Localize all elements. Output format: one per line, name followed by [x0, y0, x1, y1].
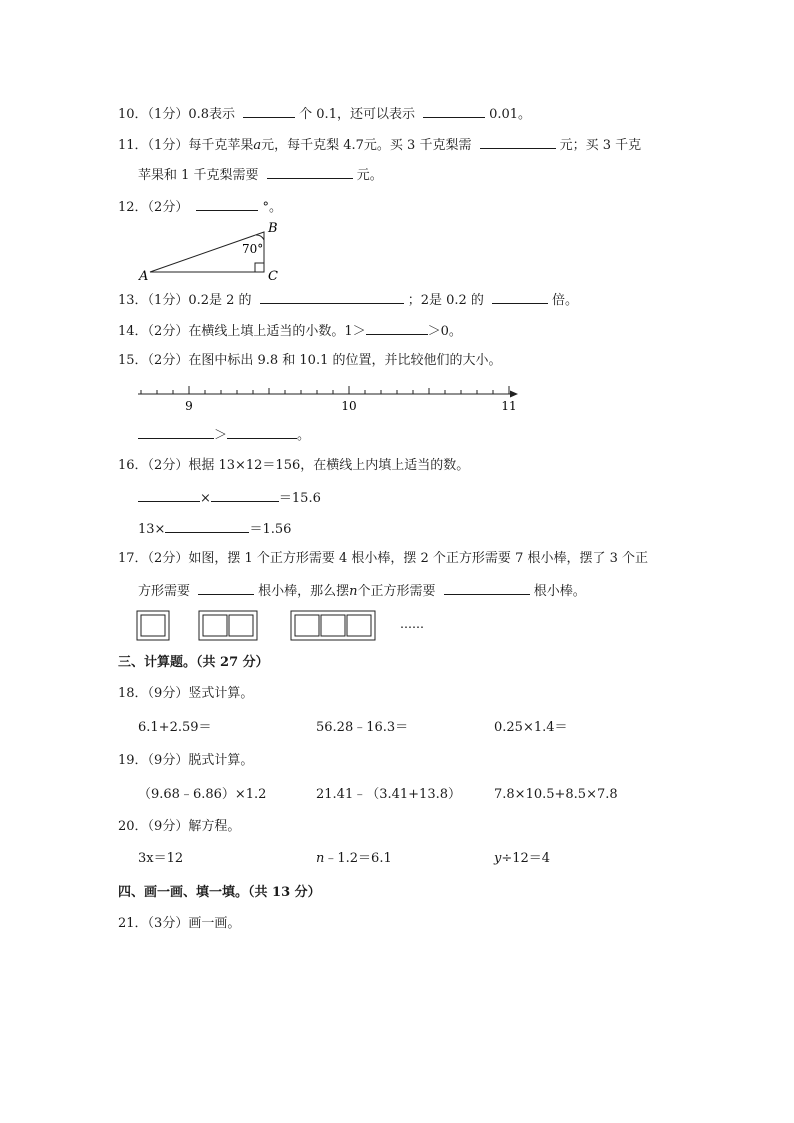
- calc-item: 7.8×10.5+8.5×7.8: [494, 787, 618, 802]
- matchstick-squares-figure: [134, 608, 444, 644]
- angle-arc: [256, 235, 264, 240]
- section-4-title: 四、画一画、填一填。（共 13 分）: [118, 885, 321, 900]
- question-16-line2: 13× ＝1.56: [138, 519, 291, 539]
- equation-item: y÷12＝4: [494, 851, 551, 866]
- answer-blank[interactable]: [267, 165, 353, 179]
- tick-label-11: 11: [501, 399, 517, 413]
- right-angle-mark: [255, 263, 264, 272]
- section-3-title: 三、计算题。（共 27 分）: [118, 655, 269, 670]
- square-group-2: [199, 611, 257, 640]
- tick-label-9: 9: [185, 399, 193, 413]
- number-line: [130, 378, 530, 418]
- triangle-figure: [130, 218, 290, 284]
- label-b: B: [268, 221, 278, 236]
- answer-blank[interactable]: [138, 488, 200, 502]
- answer-blank[interactable]: [243, 104, 295, 118]
- question-20: 20．（9分）解方程。: [118, 819, 241, 834]
- question-11: 11．（1分）每千克苹果a元，每千克梨 4.7元。买 3 千克梨需 元；买 3 千克: [118, 135, 641, 155]
- calc-item: 6.1+2.59＝: [138, 720, 212, 735]
- question-13: 13．（1分）0.2是 2 的 ；2是 0.2 的 倍。: [118, 290, 578, 310]
- answer-blank[interactable]: [260, 290, 404, 304]
- answer-blank[interactable]: [366, 321, 428, 335]
- answer-blank[interactable]: [480, 135, 556, 149]
- question-18: 18．（9分）竖式计算。: [118, 686, 254, 701]
- label-a: A: [139, 269, 149, 284]
- answer-blank[interactable]: [423, 104, 485, 118]
- answer-blank[interactable]: [444, 581, 530, 595]
- question-14: 14．（2分）在横线上填上适当的小数。1＞ ＞0。: [118, 321, 462, 341]
- calc-item: 56.28﹣16.3＝: [316, 720, 409, 735]
- calc-item: 21.41﹣（3.41+13.8）: [316, 787, 461, 802]
- question-15: 15．（2分）在图中标出 9.8 和 10.1 的位置，并比较他们的大小。: [118, 353, 502, 368]
- square-group-1: [137, 611, 169, 640]
- answer-blank[interactable]: [227, 425, 297, 439]
- question-17: 17．（2分）如图，摆 1 个正方形需要 4 根小棒，摆 2 个正方形需要 7 根小棒，摆了 3 个正: [118, 551, 649, 566]
- question-15-answer: ＞ 。: [138, 425, 310, 445]
- question-17-line2: 方形需要 根小棒，那么摆n个正方形需要 根小棒。: [138, 581, 586, 601]
- answer-blank[interactable]: [211, 488, 279, 502]
- equation-item: n﹣1.2＝6.1: [316, 851, 392, 866]
- answer-blank[interactable]: [196, 197, 258, 211]
- question-16: 16．（2分）根据 13×12＝156，在横线上内填上适当的数。: [118, 458, 470, 473]
- question-21: 21．（3分）画一画。: [118, 916, 241, 931]
- answer-blank[interactable]: [198, 581, 254, 595]
- ellipsis: ……: [400, 617, 424, 631]
- label-c: C: [268, 269, 278, 284]
- axis-arrow: [510, 391, 518, 398]
- question-12: 12．（2分） °。: [118, 197, 282, 217]
- square-group-3: [291, 611, 375, 640]
- answer-blank[interactable]: [165, 519, 249, 533]
- angle-label: 70°: [242, 242, 264, 256]
- calc-item: （9.68﹣6.86）×1.2: [138, 787, 267, 802]
- equation-item: 3x＝12: [138, 851, 184, 866]
- answer-blank[interactable]: [138, 425, 214, 439]
- question-10: 10．（1分）0.8表示 个 0.1，还可以表示 0.01。: [118, 104, 531, 124]
- question-11-line2: 苹果和 1 千克梨需要 元。: [138, 165, 383, 185]
- question-19: 19．（9分）脱式计算。: [118, 753, 254, 768]
- question-16-line1: × ＝15.6: [138, 488, 321, 508]
- tick-label-10: 10: [341, 399, 357, 413]
- calc-item: 0.25×1.4＝: [494, 720, 568, 735]
- answer-blank[interactable]: [492, 290, 548, 304]
